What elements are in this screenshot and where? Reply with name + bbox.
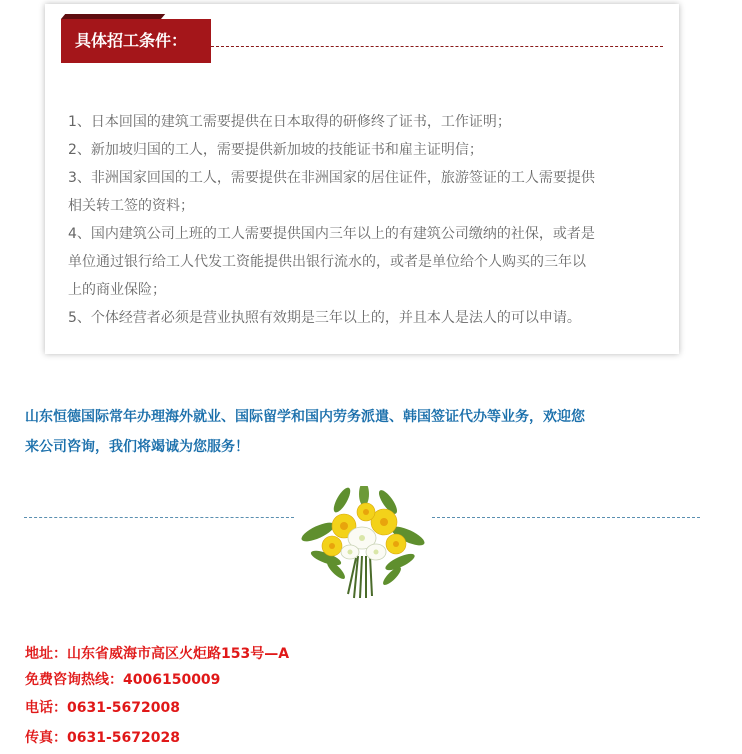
hotline-value: 4006150009 [123,672,221,688]
fax-label: 传真： [25,730,67,746]
divider-left [24,517,294,518]
condition-line: 4、国内建筑公司上班的工人需要提供国内三年以上的有建筑公司缴纳的社保，或者是 [68,226,595,242]
condition-line: 3、非洲国家回国的工人，需要提供在非洲国家的居住证件，旅游签证的工人需要提供 [68,170,595,186]
phone-value: 0631-5672008 [67,700,180,716]
phone-label: 电话： [25,700,67,716]
contact-hotline [25,670,220,690]
section-heading [61,19,211,63]
address-value: 山东省威海市高区火炬路153号—A [67,646,290,662]
intro-line: 山东恒德国际常年办理海外就业、国际留学和国内劳务派遣、韩国签证代办等业务，欢迎您 [25,409,585,425]
intro-line: 来公司咨询，我们将竭诚为您服务！ [25,439,249,455]
address-label: 地址： [25,646,67,662]
condition-line: 5、个体经营者必须是营业执照有效期是三年以上的，并且本人是法人的可以申请。 [68,310,581,326]
condition-line: 上的商业保险； [68,282,166,298]
condition-line: 单位通过银行给工人代发工资能提供出银行流水的，或者是单位给个人购买的三年以 [68,254,586,270]
condition-line: 1、日本回国的建筑工需要提供在日本取得的研修终了证书，工作证明； [68,114,511,130]
condition-line: 相关转工签的资料； [68,198,194,214]
fax-value: 0631-5672028 [67,730,180,746]
conditions-list [68,108,660,332]
flower-bouquet-icon [296,486,432,602]
contact-address [25,644,289,664]
condition-line: 2、新加坡归国的工人，需要提供新加坡的技能证书和雇主证明信； [68,142,483,158]
heading-divider [211,46,663,47]
contact-fax [25,728,180,748]
company-intro [25,402,717,462]
hotline-label: 免费咨询热线： [25,672,123,688]
conditions-card [45,4,679,354]
section-heading-text: 具体招工条件： [75,31,188,50]
divider-right [432,517,700,518]
contact-phone [25,698,180,718]
